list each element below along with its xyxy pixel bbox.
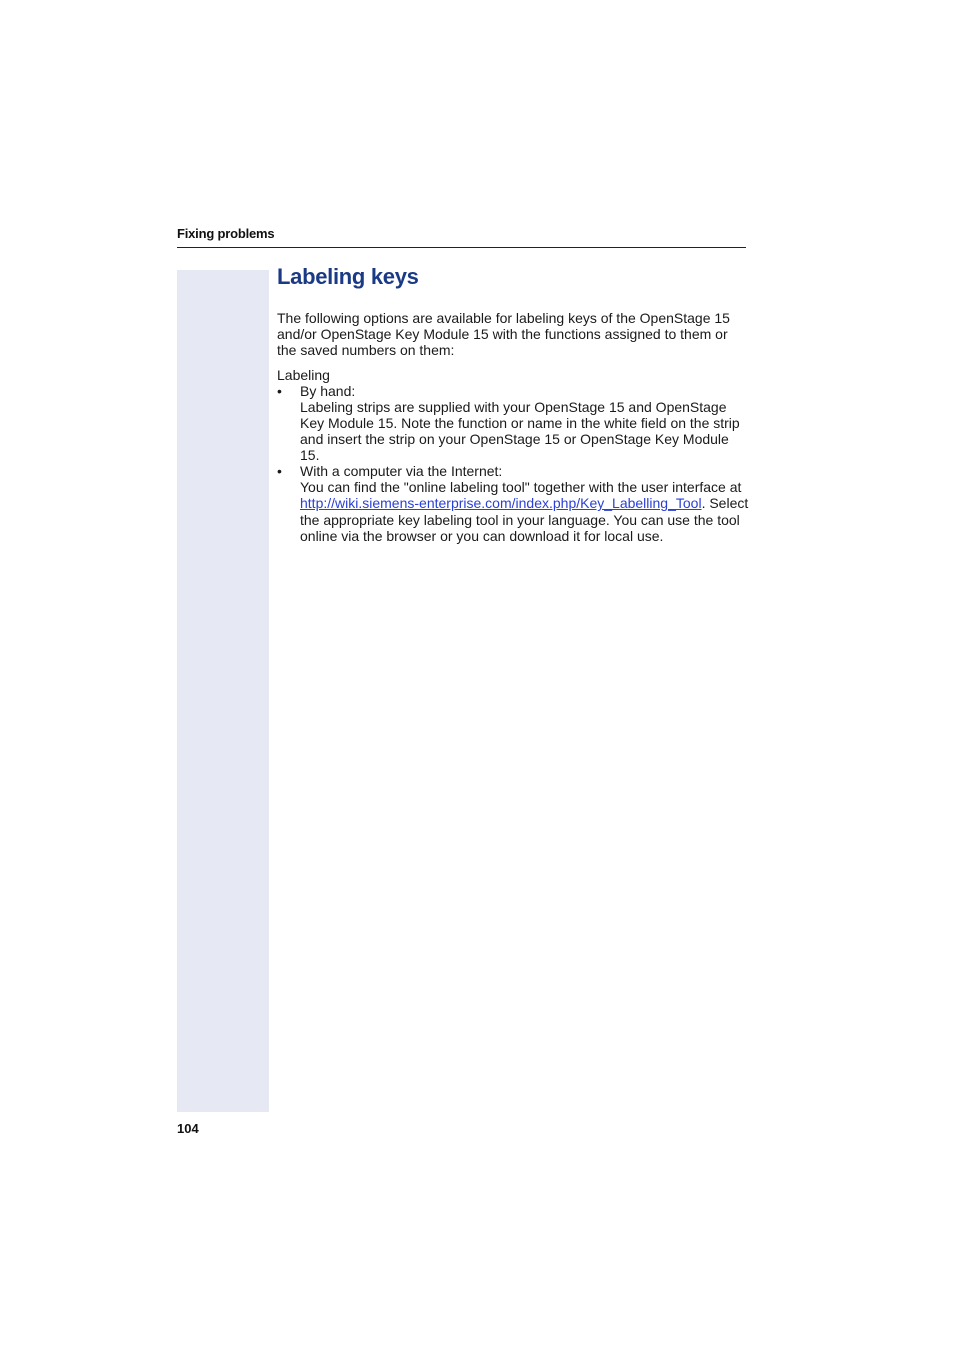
option-title: By hand:: [300, 382, 356, 399]
option-title: With a computer via the Internet:: [300, 463, 503, 480]
intro-paragraph: The following options are available for labeling keys of the OpenStage 15 and/or OpenStage Key Module 15 with the functions assigned to them or the saved numbers on them:: [277, 310, 730, 359]
header-rule: [177, 247, 746, 248]
running-header: Fixing problems: [177, 226, 275, 241]
option-body: [300, 479, 749, 543]
option-body-continued: Select the appropriate key labeling tool in your language. You can use the tool online via the browser or you can download it for local use.: [300, 495, 749, 544]
option-body: Labeling strips are supplied with your OpenStage 15 and OpenStage Key Module 15. Note the function or name in the white field on the strip and insert the strip on your OpenStage 15 or OpenStage Key Module 15.: [300, 398, 740, 464]
side-margin-band: [177, 270, 269, 1112]
labelling-tool-link[interactable]: http://wiki.siemens-enterprise.com/index.php/Key_Labelling_Tool: [300, 495, 702, 512]
link-suffix: .: [701, 495, 706, 512]
bullet-icon: •: [277, 382, 282, 399]
content-area: [277, 263, 749, 544]
option-body-text: You can find the "online labeling tool" together with the user interface at: [300, 479, 742, 496]
list-item: [277, 383, 749, 463]
list-label: Labeling: [277, 366, 330, 383]
page-title: Labeling keys: [277, 264, 419, 289]
page-number: 104: [177, 1121, 199, 1136]
options-list: [277, 383, 749, 544]
list-item: [277, 463, 749, 543]
bullet-icon: •: [277, 463, 282, 480]
